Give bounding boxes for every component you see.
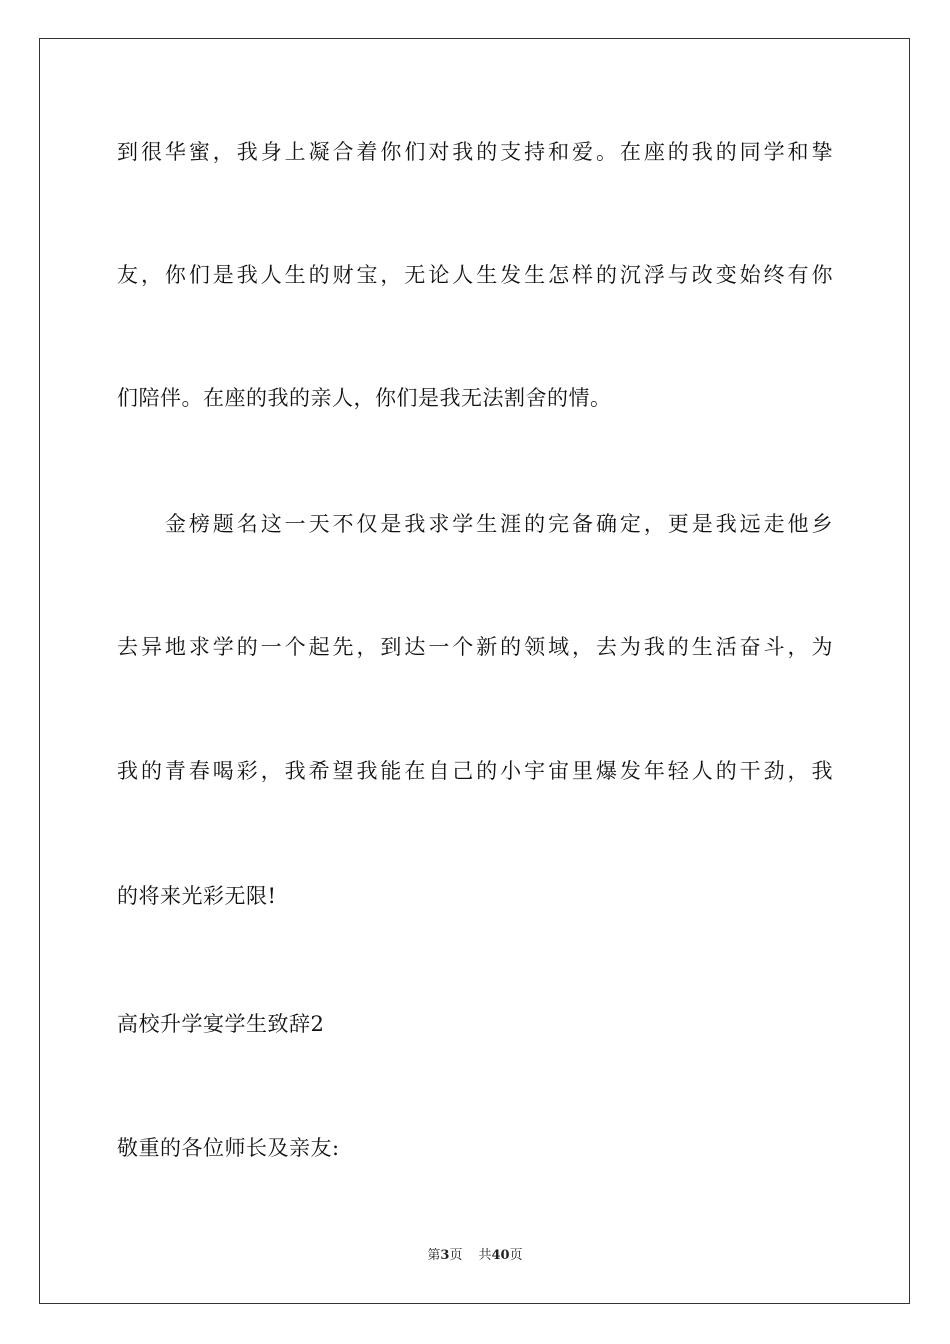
total-pages: 40: [491, 1248, 510, 1263]
salutation: 敬重的各位师长及亲友:: [117, 1136, 340, 1160]
paragraph-line-5: 去异地求学的一个起先，到达一个新的领域，去为我的生活奋斗，为: [117, 635, 833, 659]
page-footer: [0, 1247, 950, 1265]
page-suffix: 页: [449, 1248, 463, 1263]
paragraph-line-1: 到很华蜜，我身上凝合着你们对我的支持和爱。在座的我的同学和挚: [117, 140, 833, 164]
paragraph-line-4: 金榜题名这一天不仅是我求学生涯的完备确定，更是我远走他乡: [117, 512, 833, 536]
page-number: 3: [440, 1248, 450, 1263]
paragraph-line-7: 的将来光彩无限!: [117, 884, 277, 908]
total-prefix: 共: [478, 1248, 492, 1263]
paragraph-line-2: 友，你们是我人生的财宝，无论人生发生怎样的沉浮与改变始终有你: [117, 263, 833, 287]
paragraph-line-6: 我的青春喝彩，我希望我能在自己的小宇宙里爆发年轻人的干劲，我: [117, 759, 833, 783]
total-suffix: 页: [509, 1248, 523, 1263]
page-prefix: 第: [427, 1248, 441, 1263]
page-border: [39, 38, 910, 1304]
section-title: 高校升学宴学生致辞2: [117, 1012, 325, 1036]
paragraph-line-3: 们陪伴。在座的我的亲人，你们是我无法割舍的情。: [117, 386, 612, 410]
